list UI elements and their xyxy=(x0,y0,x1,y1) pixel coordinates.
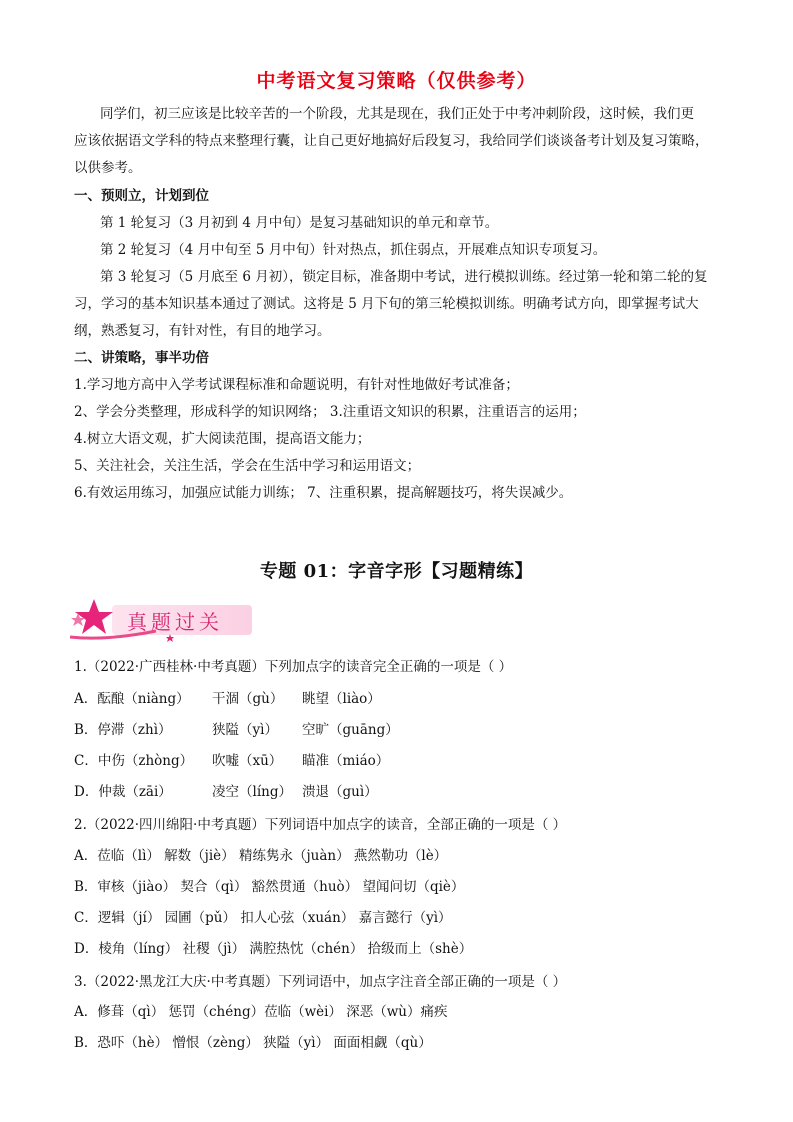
option-word: 瞄准（miáo） xyxy=(302,753,390,769)
section-line: 习，学习的基本知识基本通过了测试。这将是 5 月下旬的第三轮模拟训练。明确考试方向，即掌握考试大 xyxy=(74,296,699,312)
option-word: D．仲裁（zāi） xyxy=(74,784,172,800)
question-option: B．审核（jiào） 契合（qì） 豁然贯通（huò） 望闻问切（qiè） xyxy=(74,879,465,895)
option-word: C．中伤（zhòng） xyxy=(74,753,194,769)
question-option: A．莅临（lì） 解数（jiè） 精练隽永（juàn） 燕然勒功（lè） xyxy=(74,848,448,864)
option-word: 凌空（líng） xyxy=(212,784,292,800)
option-word: B．停滞（zhì） xyxy=(74,722,172,738)
strategy-line: 2、学会分类整理，形成科学的知识网络； 3.注重语文知识的积累，注重语言的运用； xyxy=(74,404,586,420)
question-option xyxy=(74,751,389,771)
section-line: 第 3 轮复习（5 月底至 6 月初），锁定目标，准备期中考试，进行模拟训练。经过第一轮和第二轮的复 xyxy=(100,269,708,285)
section-line: 第 1 轮复习（3 月初到 4 月中旬）是复习基础知识的单元和章节。 xyxy=(100,215,499,231)
question-option xyxy=(74,782,378,802)
option-word: 眺望（liào） xyxy=(302,691,381,707)
section-heading: 二、讲策略，事半功倍 xyxy=(74,350,209,366)
question-option: A．修葺（qì） 惩罚（chéng）莅临（wèi） 深恶（wù）痛疾 xyxy=(74,1004,448,1020)
page-title: 中考语文复习策略（仅供参考） xyxy=(256,70,537,92)
option-word: 溃退（guì） xyxy=(302,784,378,800)
question-stem: 1.（2022·广西桂林·中考真题）下列加点字的读音完全正确的一项是（ ） xyxy=(74,659,513,675)
intro-line: 同学们，初三应该是比较辛苦的一个阶段，尤其是现在，我们正处于中考冲刺阶段，这时候，我们更 xyxy=(100,106,694,122)
question-stem: 2.（2022·四川绵阳·中考真题）下列词语中加点字的读音，全部正确的一项是（ ） xyxy=(74,817,567,833)
strategy-line: 4.树立大语文观，扩大阅读范围，提高语文能力； xyxy=(74,431,371,447)
intro-line: 以供参考。 xyxy=(74,160,142,176)
option-word: A．酝酿（niàng） xyxy=(74,691,190,707)
question-option: B．恐吓（hè） 憎恨（zèng） 狭隘（yì） 面面相觑（qù） xyxy=(74,1035,432,1051)
section-heading: 一、预则立，计划到位 xyxy=(74,188,209,204)
question-option xyxy=(74,720,399,740)
section-badge-label: 真题过关 xyxy=(127,610,223,634)
strategy-line: 6.有效运用练习，加强应试能力训练； 7、注重积累，提高解题技巧，将失误减少。 xyxy=(74,485,573,501)
topic-title: 专题 01：字音字形【习题精练】 xyxy=(259,561,534,582)
intro-line: 应该依据语文学科的特点来整理行囊，让自己更好地搞好后段复习，我给同学们谈谈备考计划及复习策略， xyxy=(74,133,709,149)
question-option: D．棱角（líng） 社稷（jì） 满腔热忱（chén） 拾级而上（shè） xyxy=(74,941,473,957)
strategy-line: 5、关注社会，关注生活，学会在生活中学习和运用语文； xyxy=(74,458,421,474)
section-line: 第 2 轮复习（4 月中旬至 5 月中旬）针对热点，抓住弱点，开展难点知识专项复习。 xyxy=(100,242,607,258)
option-word: 空旷（guāng） xyxy=(302,722,399,738)
question-stem: 3.（2022·黑龙江大庆·中考真题）下列词语中，加点字注音全部正确的一项是（ ） xyxy=(74,974,567,990)
strategy-line: 1.学习地方高中入学考试课程标准和命题说明，有针对性地做好考试准备； xyxy=(74,377,519,393)
section-line: 纲，熟悉复习，有针对性，有目的地学习。 xyxy=(74,323,331,339)
option-word: 吹嘘（xū） xyxy=(212,753,283,769)
option-word: 狭隘（yì） xyxy=(212,722,278,738)
question-option: C．逻辑（jí） 园圃（pǔ） 扣人心弦（xuán） 嘉言懿行（yì） xyxy=(74,910,452,926)
question-option xyxy=(74,689,381,709)
option-word: 干涸（gù） xyxy=(212,691,284,707)
